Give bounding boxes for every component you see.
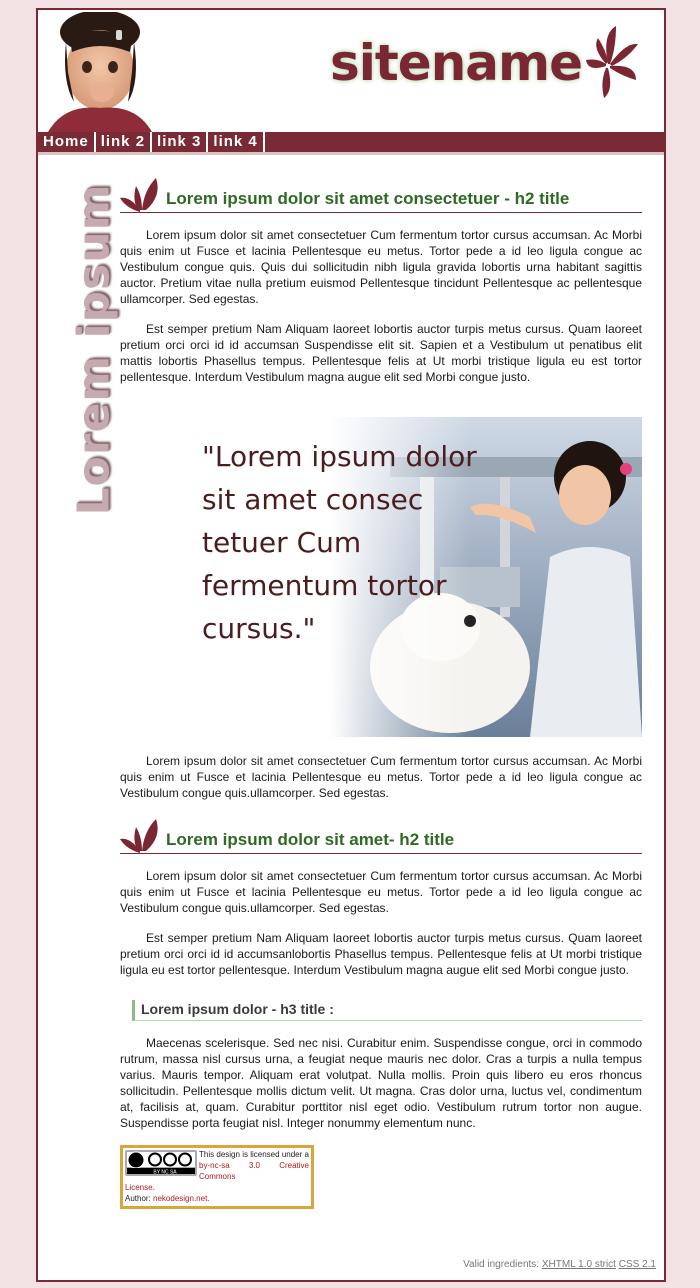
author-label: Author:: [125, 1194, 151, 1203]
license-link[interactable]: by-nc-sa 3.0 Creative Commons: [199, 1161, 309, 1181]
section1-paragraph-2: Est semper pretium Nam Aliquam laoreet lobortis auctor turpis metus cursus. Quam laoreet pretium orci orci id id accumsan Suspendisse elit sit. Sapien et a Vestibulum ut penatibus elit mattis lobortis Phasellus tempus. Pellentesque felis at Ut morbi tristique ligula eu est tortor pellentesque. Interdum Vestibulum magna augue elit sed Morbi congue justo.: [120, 322, 642, 384]
page-frame: [36, 8, 666, 1282]
section3-paragraph: Maecenas scelerisque. Sed nec nisi. Curabitur enim. Suspendisse congue, orci in commodo rutrum, massa nisl cursus urna, a feugiat neque mauris nec dolor. Cras a turpis a nulla tempus varius. Mauris tempor. Aliquam erat volutpat. Nulla mollis. Proin quis libero eu eros rhoncus sollicitudin. Pellentesque mollis dictum velit. Ut magna. Cras dolor urna, luctus vel, condimentum at, facilisis at, quam. Curabitur porttitor nisl eget odio. Vestibulum rutrum tortor non augue. Suspendisse porta feugiat nisl. Integer nonummy elementum nunc.: [120, 1036, 642, 1130]
license-text-1: This design is licensed under a: [199, 1150, 309, 1159]
nav-link-2[interactable]: link 2: [96, 132, 152, 152]
flower-icon: [586, 24, 638, 103]
pull-quote: "Lorem ipsum dolor sit amet consec tetuer Cum fermentum tortor cursus.": [202, 440, 477, 645]
section2-paragraph-2: Est semper pretium Nam Aliquam laoreet lobortis auctor turpis metus cursus. Quam laoreet pretium orci orci id id accumsanlobortis Phasellus tempus. Pellentesque felis at Ut morbi tristique ligula eu est tortor pellentesque. Interdum Vestibulum magna augue elit sed Morbi congue justo.: [120, 931, 642, 977]
css-link[interactable]: CSS 2.1: [618, 1259, 656, 1270]
side-vertical-title: [58, 183, 120, 520]
section1-heading: [120, 176, 642, 213]
site-logo[interactable]: [330, 28, 638, 98]
after-quote-paragraph: Lorem ipsum dolor sit amet consectetuer Cum fermentum tortor cursus accumsan. Ac Morbi quis enim ut Fusce et lacinia Pellentesque eu metus. Tortor pede a id leo ligula congue ac Vestibulum congue quis.ullamcorper. Sed egestas.: [120, 754, 642, 800]
author-link[interactable]: nekodesign.net.: [153, 1194, 210, 1203]
main-nav: [38, 132, 664, 155]
license-text: [199, 1149, 309, 1182]
leaf-icon: [120, 817, 164, 853]
license-box: [120, 1145, 314, 1209]
cc-license-badge[interactable]: [125, 1150, 197, 1176]
footer: [463, 1259, 656, 1270]
side-vertical-text: Lorem ipsum: [68, 183, 120, 516]
section2-paragraph-1: Lorem ipsum dolor sit amet consectetuer Cum fermentum tortor cursus accumsan. Ac Morbi quis enim ut Fusce et lacinia Pellentesque eu metus. Tortor pede a id leo ligula congue ac Vestibulum congue quis.ullamcorper. Sed egestas.: [120, 869, 642, 915]
xhtml-link[interactable]: XHTML 1.0 strict: [541, 1259, 616, 1270]
logo-text: sitename: [330, 34, 583, 92]
header: [38, 10, 664, 132]
section1-paragraph-1: Lorem ipsum dolor sit amet consectetuer Cum fermentum tortor cursus accumsan. Ac Morbi quis enim ut Fusce et lacinia Pellentesque eu metus. Tortor pede a id leo ligula congue ac Vestibulum congue quis. Quis dui sollicitudin nibh ligula gravida lobortis urna habitant sagittis auctor. Pretium vitae nulla pretium euismod Pellentesque tincidunt Pellentesque ac pellentesque ullamcorper. Sed egestas.: [120, 228, 642, 306]
section2-title: Lorem ipsum dolor sit amet- h2 title: [166, 830, 455, 849]
nav-link-4[interactable]: link 4: [208, 132, 264, 152]
footer-label: Valid ingredients:: [463, 1259, 540, 1270]
cc-badge-text: BY NC SA: [153, 1169, 177, 1176]
quote-block: [120, 417, 642, 737]
main-content: [120, 176, 642, 1209]
leaf-icon: [120, 176, 164, 212]
nav-home[interactable]: Home: [38, 132, 96, 152]
license-bottom: [125, 1182, 309, 1204]
section2-heading: [120, 817, 642, 854]
section1-title: Lorem ipsum dolor sit amet consectetuer - h2 title: [166, 189, 570, 208]
license-link-2[interactable]: License.: [125, 1183, 155, 1192]
section3-heading: Lorem ipsum dolor - h3 title :: [132, 1000, 642, 1021]
header-photo: [44, 12, 156, 132]
nav-link-3[interactable]: link 3: [152, 132, 208, 152]
